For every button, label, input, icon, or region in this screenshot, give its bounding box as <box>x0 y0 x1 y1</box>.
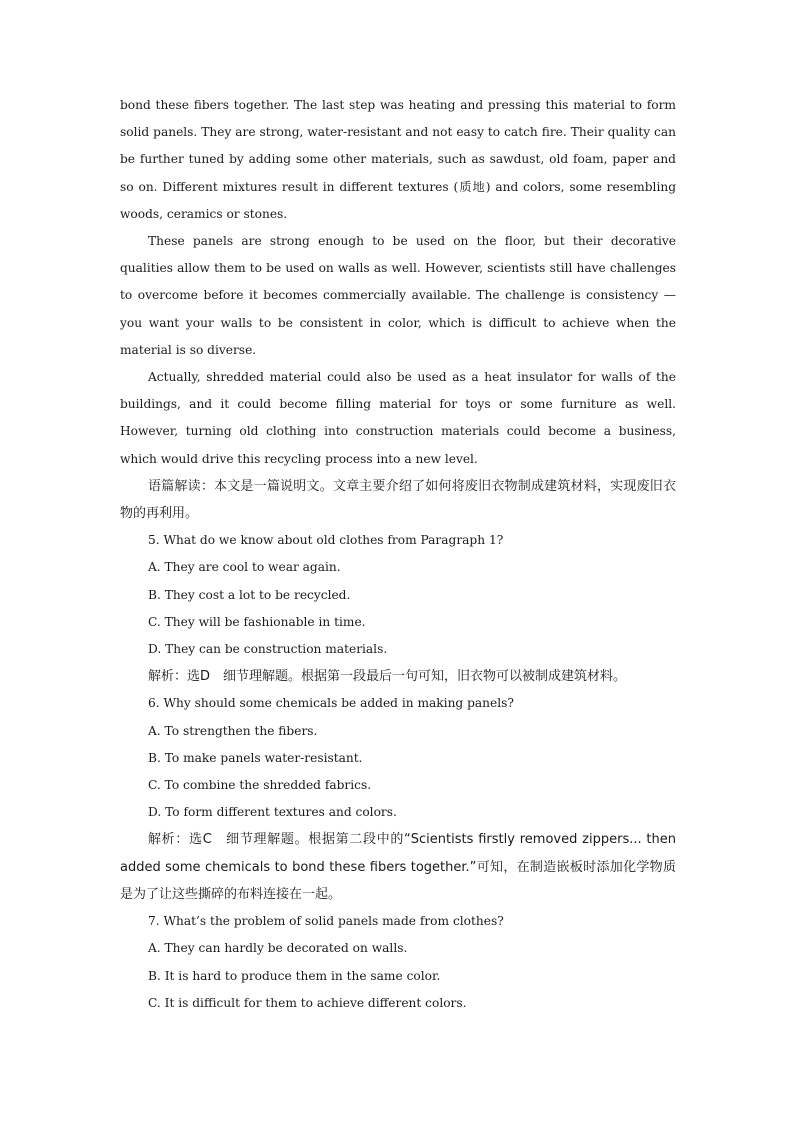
question-5-option-d: D. They can be construction materials. <box>148 642 388 657</box>
question-5-option-a: A. They are cool to wear again. <box>148 560 341 575</box>
question-7-option-c: C. It is difficult for them to achieve different colors. <box>148 995 467 1010</box>
question-5-analysis: 解析：选D 细节理解题。根据第一段最后一句可知，旧衣物可以被制成建筑材料。 <box>148 669 627 685</box>
question-7-option-a: A. They can hardly be decorated on walls. <box>148 941 408 956</box>
question-6-option-b: B. To make panels water-resistant. <box>148 750 363 765</box>
question-6-stem: 6. Why should some chemicals be added in making panels? <box>148 696 514 711</box>
passage-paragraph-2: These panels are strong enough to be used on the floor, but their decorative qualities allow them to be used on walls as well. However, scientists still have challenges to overcome before it becomes commercially available. The challenge is consistency — you want your walls to be consistent in color, which is difficult to achieve when the material is so diverse. <box>120 234 676 357</box>
question-6-option-c: C. To combine the shredded fabrics. <box>148 778 372 793</box>
question-6-option-a: A. To strengthen the fibers. <box>148 723 318 738</box>
passage-paragraph-1: bond these fibers together. The last step was heating and pressing this material to form solid panels. They are strong, water-resistant and not easy to catch fire. Their quality can be further tuned by adding some other materials, such as sawdust, old foam, paper and so on. Different mixtures result in different textures (质地) and colors, some resembling woods, ceramics or stones. <box>120 98 676 221</box>
question-7-stem: 7. What’s the problem of solid panels made from clothes? <box>148 914 504 929</box>
question-5-option-b: B. They cost a lot to be recycled. <box>148 587 351 602</box>
question-6-analysis: 解析：选C 细节理解题。根据第二段中的“Scientists firstly removed zippers... then added some chemicals to bond these fibers together.”可知，在制造嵌板时添加化学物质是为了让这些撕碎的布料连接在一起。 <box>120 832 676 902</box>
passage-summary: 语篇解读：本文是一篇说明文。文章主要介绍了如何将废旧衣物制成建筑材料，实现废旧衣物的再利用。 <box>120 478 676 522</box>
document-content <box>120 92 676 1017</box>
question-5-option-c: C. They will be fashionable in time. <box>148 614 366 629</box>
question-6-option-d: D. To form different textures and colors. <box>148 805 397 820</box>
question-7-option-b: B. It is hard to produce them in the same color. <box>148 968 441 983</box>
passage-paragraph-3: Actually, shredded material could also be used as a heat insulator for walls of the buildings, and it could become filling material for toys or some furniture as well. However, turning old clothing into construction materials could become a business, which would drive this recycling process into a new level. <box>120 370 676 466</box>
question-5-stem: 5. What do we know about old clothes from Paragraph 1? <box>148 533 504 548</box>
